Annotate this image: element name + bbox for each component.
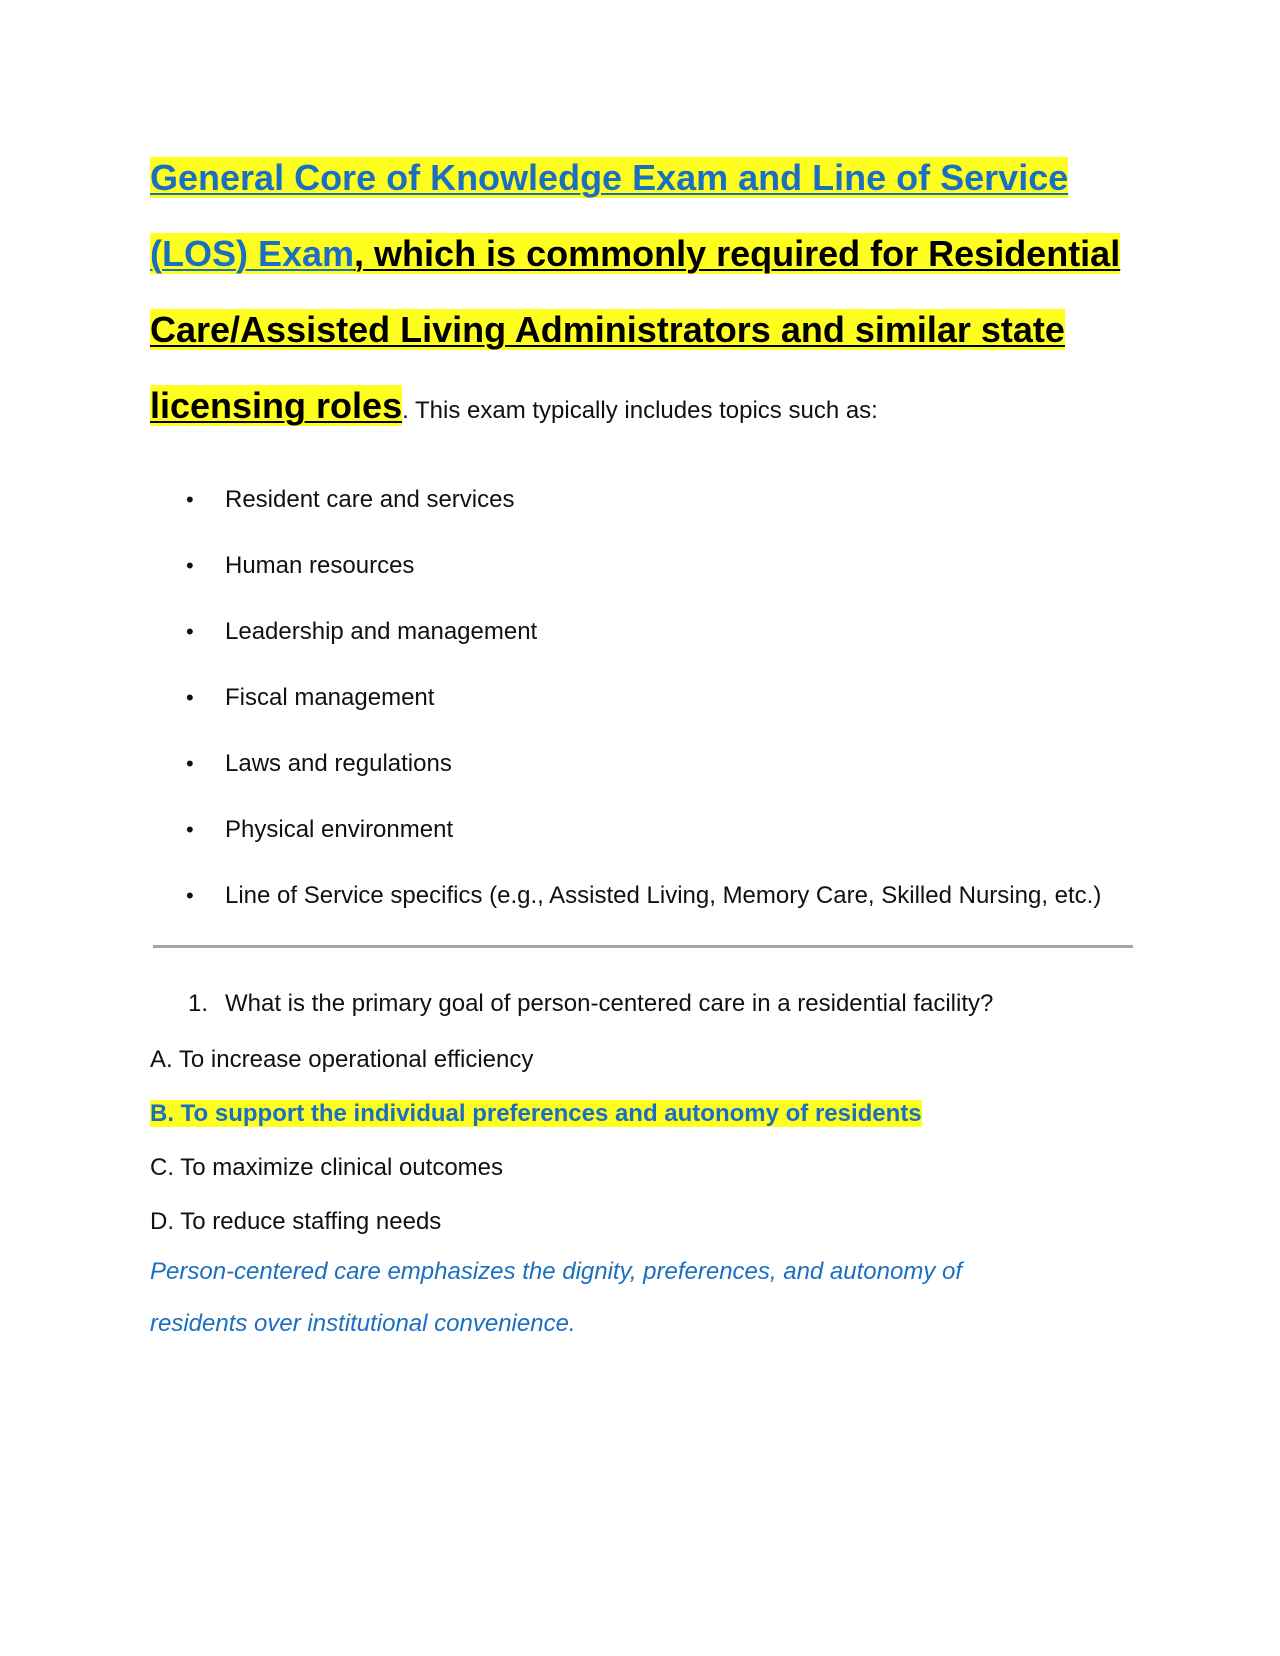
question (150, 978, 1135, 1030)
exam-description: , which is commonly required for Residential Care/Assisted Living Administrators and similar state licensing roles (150, 233, 1121, 426)
question-number: 1. (188, 990, 209, 1017)
horizontal-divider (153, 945, 1133, 948)
list-item (150, 473, 1135, 527)
option-b-correct (150, 1096, 1135, 1132)
document-page (150, 140, 1135, 1350)
topic-label: Laws and regulations (225, 750, 452, 777)
bullet-icon: • (186, 487, 194, 512)
answer-explanation: Person-centered care emphasizes the dignity, preferences, and autonomy of residents over institutional convenience. (150, 1258, 963, 1337)
option-c: C. To maximize clinical outcomes (150, 1154, 504, 1181)
exam-heading (150, 140, 1135, 449)
bullet-icon: • (186, 817, 194, 842)
bullet-icon: • (186, 751, 194, 776)
list-item (150, 803, 1135, 857)
list-item (150, 737, 1135, 791)
bullet-icon: • (186, 553, 194, 578)
list-item (150, 605, 1135, 659)
list-item (150, 869, 1135, 923)
option-d: D. To reduce staffing needs (150, 1208, 442, 1235)
list-item (150, 539, 1135, 593)
exam-title-link[interactable]: General Core of Knowledge Exam and Line of Service (LOS) Exam (150, 157, 1069, 274)
topics-intro: . This exam typically includes topics such as: (402, 397, 878, 424)
bullet-icon: • (186, 685, 194, 710)
option-a: A. To increase operational efficiency (150, 1046, 534, 1073)
bullet-icon: • (186, 619, 194, 644)
option-b-label: B. To support the individual preferences and autonomy of residents (150, 1100, 922, 1127)
topic-label: Physical environment (225, 816, 454, 843)
bullet-icon: • (186, 883, 194, 908)
list-item (150, 671, 1135, 725)
topics-list (150, 473, 1135, 923)
question-text: What is the primary goal of person-centered care in a residential facility? (225, 990, 994, 1017)
topic-label: Resident care and services (225, 486, 515, 513)
topic-label: Leadership and management (225, 618, 538, 645)
topic-label: Line of Service specifics (e.g., Assisted Living, Memory Care, Skilled Nursing, etc.) (225, 882, 1102, 909)
topic-label: Fiscal management (225, 684, 435, 711)
topic-label: Human resources (225, 552, 415, 579)
